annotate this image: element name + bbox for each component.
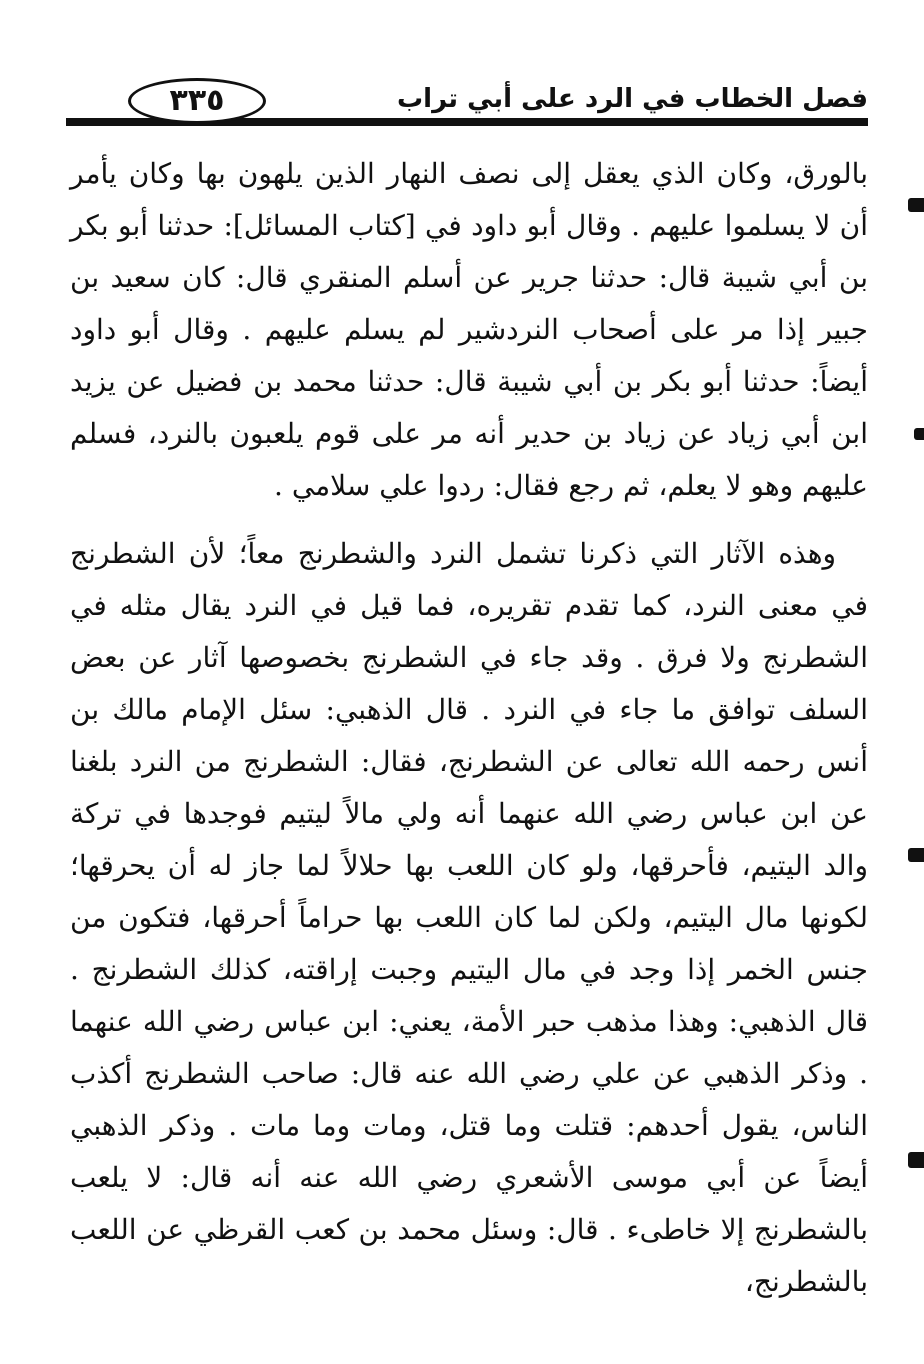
body-text <box>70 148 868 1308</box>
margin-mark <box>908 848 924 862</box>
margin-mark <box>914 428 924 440</box>
page-number-oval <box>128 78 266 124</box>
book-title: فصل الخطاب في الرد على أبي تراب <box>397 84 868 114</box>
running-header <box>66 66 868 128</box>
margin-mark <box>908 198 924 212</box>
paragraph-2: وهذه الآثار التي ذكرنا تشمل النرد والشطرنج معاً؛ لأن الشطرنج في معنى النرد، كما تقدم تقريره، فما قيل في النرد يقال مثله في الشطرنج ولا فرق . وقد جاء في الشطرنج بخصوصها آثار عن بعض السلف توافق ما جاء في النرد . قال الذهبي: سئل الإمام مالك بن أنس رحمه الله تعالى عن الشطرنج، فقال: الشطرنج من النرد بلغنا عن ابن عباس رضي الله عنهما أنه ولي مالاً ليتيم فوجدها في تركة والد اليتيم، فأحرقها، ولو كان اللعب بها حلالاً لما جاز له أن يحرقها؛ لكونها مال اليتيم، ولكن لما كان اللعب بها حراماً أحرقها، فتكون من جنس الخمر إذا وجد في مال اليتيم وجبت إراقته، كذلك الشطرنج . قال الذهبي: وهذا مذهب حبر الأمة، يعني: ابن عباس رضي الله عنهما . وذكر الذهبي عن علي رضي الله عنه قال: صاحب الشطرنج أكذب الناس، يقول أحدهم: قتلت وما قتل، ومات وما مات . وذكر الذهبي أيضاً عن أبي موسى الأشعري رضي الله عنه أنه قال: لا يلعب بالشطرنج إلا خاطىء . قال: وسئل محمد بن كعب القرظي عن اللعب بالشطرنج، <box>70 537 868 1298</box>
paragraph-1: بالورق، وكان الذي يعقل إلى نصف النهار الذين يلهون بها وكان يأمر أن لا يسلموا عليهم . وقال أبو داود في [كتاب المسائل]: حدثنا أبو بكر بن أبي شيبة قال: حدثنا جرير عن أسلم المنقري قال: كان سعيد بن جبير إذا مر على أصحاب النردشير لم يسلم عليهم . وقال أبو داود أيضاً: حدثنا أبو بكر بن أبي شيبة قال: حدثنا محمد بن فضيل عن يزيد ابن أبي زياد عن زياد بن حدير أنه مر على قوم يلعبون بالنرد، فسلم عليهم وهو لا يعلم، ثم رجع فقال: ردوا علي سلامي . <box>70 157 868 502</box>
margin-mark <box>908 1152 924 1168</box>
page-number: ٣٣٥ <box>169 83 225 118</box>
